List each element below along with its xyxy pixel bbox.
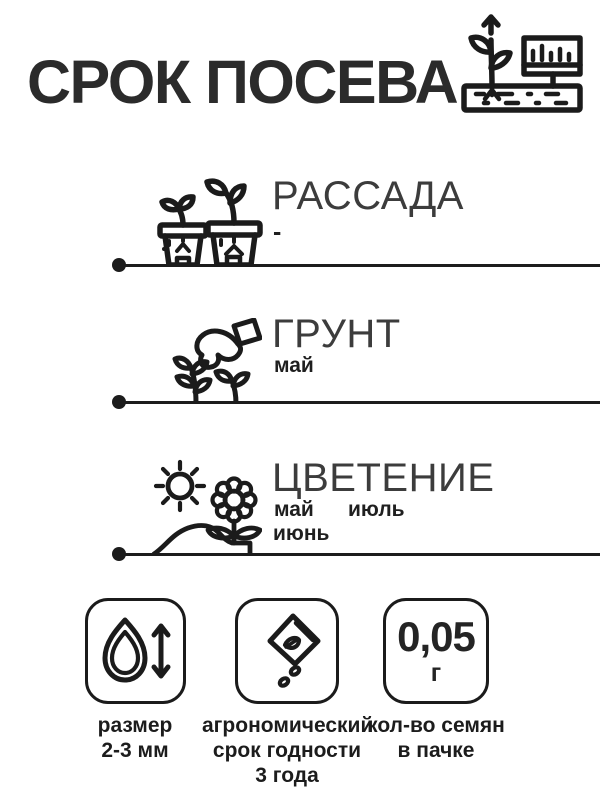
shelf-life-label bbox=[202, 713, 372, 789]
seed-size-label-line1: размер bbox=[97, 714, 173, 737]
timeline-line-cvetenie bbox=[120, 553, 600, 556]
section-heading-grunt: ГРУНТ bbox=[272, 312, 401, 356]
page-title: СРОК ПОСЕВА bbox=[27, 48, 458, 116]
cvetenie-month-may: май bbox=[274, 498, 314, 521]
seedling-pots-icon bbox=[152, 167, 264, 267]
shelf-life-label-line1: агрономический bbox=[202, 714, 374, 737]
section-heading-rassada: РАССАДА bbox=[272, 174, 464, 218]
shelf-life-box bbox=[235, 598, 339, 704]
timeline-dot-grunt bbox=[112, 395, 126, 409]
rassada-period: - bbox=[273, 218, 282, 246]
seed-weight-number: 0,05 bbox=[397, 613, 475, 660]
seed-weight-unit: г bbox=[430, 659, 442, 687]
seed-weight-value bbox=[397, 613, 475, 687]
seed-size-box bbox=[85, 598, 186, 704]
timeline-dot-cvetenie bbox=[112, 547, 126, 561]
section-heading-cvetenie: ЦВЕТЕНИЕ bbox=[272, 456, 495, 500]
sun-and-flower-icon bbox=[150, 456, 262, 556]
seed-weight-box bbox=[383, 598, 489, 704]
seed-quantity-label-line2: в пачке bbox=[397, 739, 475, 763]
shelf-life-label-line2: срок годности bbox=[212, 739, 362, 763]
cvetenie-month-june: июнь bbox=[273, 522, 330, 545]
timeline-line-rassada bbox=[120, 264, 600, 267]
seed-packet-icon bbox=[250, 612, 324, 690]
timeline-line-grunt bbox=[120, 401, 600, 404]
seed-size-arrow-icon bbox=[100, 614, 172, 688]
timeline-dot-rassada bbox=[112, 258, 126, 272]
seed-quantity-label bbox=[351, 713, 521, 763]
seed-size-label-line2: 2-3 мм bbox=[101, 739, 169, 763]
seed-quantity-label-line1: кол-во семян bbox=[367, 714, 505, 737]
grunt-period: май bbox=[274, 354, 314, 377]
hand-sowing-icon bbox=[170, 318, 262, 404]
plant-growth-chart-icon bbox=[458, 14, 586, 114]
shelf-life-label-line3: 3 года bbox=[255, 764, 319, 788]
cvetenie-month-july: июль bbox=[348, 498, 405, 521]
seed-size-label bbox=[50, 713, 220, 763]
